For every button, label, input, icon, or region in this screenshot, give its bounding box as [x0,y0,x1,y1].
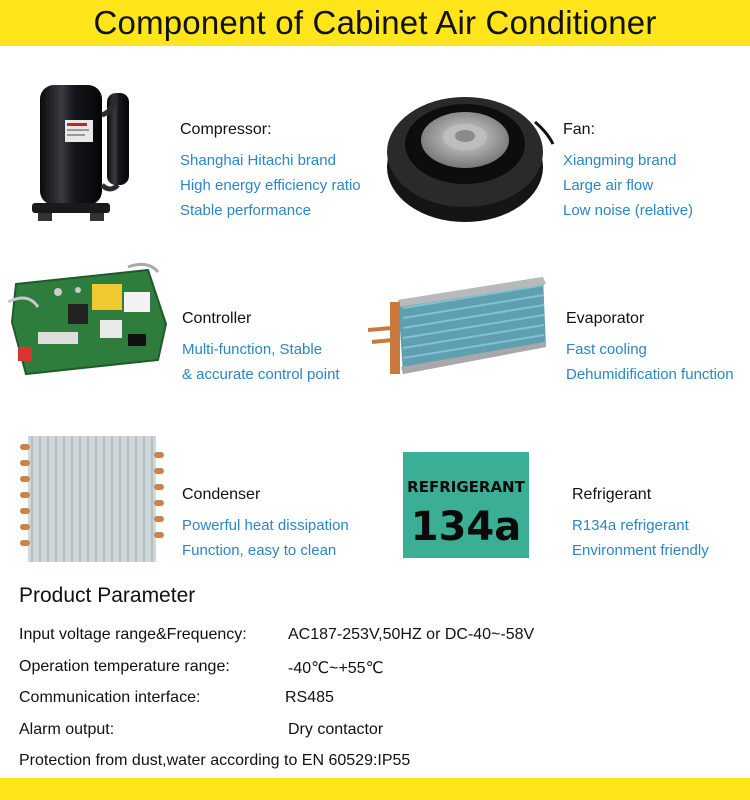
compressor-line-1: Shanghai Hitachi brand [180,152,336,169]
condenser-title: Condenser [182,486,261,503]
param-row-alarm-output [19,721,739,741]
evaporator-title: Evaporator [566,310,645,327]
condenser-block [182,486,349,563]
fan-line-2: Large air flow [563,177,654,194]
param-value: -40℃~+55℃ [288,660,384,677]
refrigerant-label-code: 134a [410,504,522,550]
param-row-communication [19,689,739,709]
param-label: Input voltage range&Frequency: [19,626,247,643]
param-label: Alarm output: [19,721,115,738]
controller-title: Controller [182,310,252,327]
param-value: AC187-253V,50HZ or DC-40~-58V [288,626,535,643]
evaporator-block [566,310,734,387]
param-row-operation-temp [19,658,739,678]
param-label: Protection from dust,water according to EN 60529:IP55 [19,752,411,769]
footer-bar [0,778,750,800]
param-label: Operation temperature range: [19,658,230,675]
compressor-line-3: Stable performance [180,202,311,219]
compressor-block [180,121,361,223]
controller-board-image [8,262,173,380]
condenser-line-2: Function, easy to clean [182,542,337,559]
param-value: RS485 [285,689,334,706]
refrigerant-line-1: R134a refrigerant [572,517,689,534]
compressor-line-2: High energy efficiency ratio [180,177,361,194]
param-value: Dry contactor [288,721,384,738]
controller-line-2: & accurate control point [182,366,340,383]
refrigerant-label-image [403,452,529,558]
condenser-coil-image [16,430,168,568]
evaporator-line-1: Fast cooling [566,341,647,358]
compressor-image [30,75,142,230]
fan-title: Fan: [563,121,596,138]
evaporator-line-2: Dehumidification function [566,366,734,383]
condenser-line-1: Powerful heat dissipation [182,517,349,534]
compressor-title: Compressor: [180,121,272,138]
parameters-title: Product Parameter [19,584,196,607]
fan-image [385,82,555,227]
evaporator-coil-image [368,272,553,382]
param-row-protection [19,752,739,772]
param-label: Communication interface: [19,689,201,706]
refrigerant-title: Refrigerant [572,486,652,503]
fan-line-3: Low noise (relative) [563,202,694,219]
refrigerant-label-word: REFRIGERANT [407,478,525,496]
refrigerant-line-2: Environment friendly [572,542,709,559]
refrigerant-block [572,486,709,563]
controller-line-1: Multi-function, Stable [182,341,323,358]
header-banner [0,0,750,46]
param-row-input-voltage [19,626,739,646]
fan-block [563,121,693,223]
fan-line-1: Xiangming brand [563,152,677,169]
page-title: Component of Cabinet Air Conditioner [93,4,657,41]
controller-block [182,310,340,387]
